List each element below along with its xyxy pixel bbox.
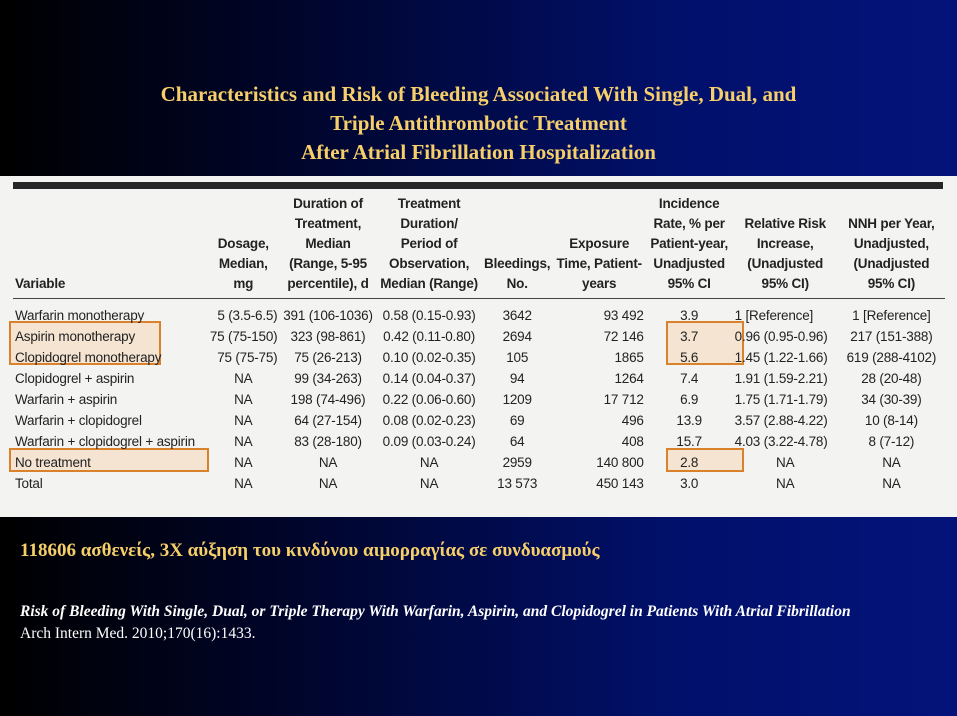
cell-relative-risk: NA	[776, 476, 795, 491]
cell-incidence: 3.9	[680, 308, 699, 323]
cell-variable: Clopidogrel monotherapy	[15, 350, 162, 365]
header-relative-risk: Relative Risk Increase, (Unadjusted 95% CI)	[733, 194, 838, 299]
citation-title: Risk of Bleeding With Single, Dual, or Triple Therapy With Warfarin, Aspirin, and Clopidogrel in Patients With Atrial Fibrillation	[20, 603, 851, 620]
table-row	[13, 368, 945, 389]
cell-relative-risk: NA	[776, 455, 795, 470]
cell-incidence: 2.8	[680, 455, 699, 470]
cell-period: NA	[419, 476, 439, 491]
slide-title-line-2: Triple Antithrombotic Treatment	[330, 111, 627, 135]
cell-variable: Clopidogrel + aspirin	[15, 371, 135, 386]
cell-dosage: NA	[234, 371, 253, 386]
cell-incidence: 3.7	[680, 329, 699, 344]
cell-bleedings: 1209	[502, 392, 532, 407]
cell-bleedings: 3642	[502, 308, 532, 323]
cell-period: 0.42 (0.11-0.80)	[383, 329, 476, 344]
cell-duration: NA	[318, 476, 338, 491]
cell-bleedings: 105	[506, 350, 529, 365]
cell-relative-risk: 1.45 (1.22-1.66)	[734, 350, 828, 365]
header-dosage: Dosage, Median, mg	[207, 194, 279, 299]
cell-bleedings: 13 573	[497, 476, 538, 491]
cell-variable: Warfarin + aspirin	[15, 392, 118, 407]
cell-duration: NA	[318, 455, 338, 470]
cell-incidence: 15.7	[676, 434, 702, 449]
cell-period: 0.58 (0.15-0.93)	[382, 308, 476, 323]
cell-dosage: NA	[234, 455, 253, 470]
cell-relative-risk: 1 [Reference]	[734, 308, 814, 323]
cell-nnh: NA	[882, 455, 901, 470]
header-exposure: Exposure Time, Patient-years	[553, 194, 646, 299]
cell-dosage: 75 (75-150)	[209, 329, 278, 344]
cell-bleedings: 2694	[502, 329, 532, 344]
cell-exposure: 1264	[614, 371, 644, 386]
slide-title-line-3: After Atrial Fibrillation Hospitalization	[301, 140, 656, 164]
slide-title	[0, 80, 957, 167]
cell-variable: Total	[15, 476, 43, 491]
cell-exposure: 450 143	[596, 476, 644, 491]
cell-period: 0.10 (0.02-0.35)	[382, 350, 476, 365]
table-row	[13, 431, 945, 452]
cell-period: 0.08 (0.02-0.23)	[382, 413, 476, 428]
cell-nnh: 10 (8-14)	[864, 413, 918, 428]
cell-exposure: 496	[621, 413, 644, 428]
header-incidence: Incidence Rate, % per Patient-year, Unadjusted 95% CI	[646, 194, 733, 299]
table-row	[13, 452, 945, 473]
cell-duration: 75 (26-213)	[294, 350, 362, 365]
cell-nnh: 28 (20-48)	[861, 371, 922, 386]
table-row	[13, 347, 945, 368]
cell-exposure: 140 800	[596, 455, 644, 470]
cell-incidence: 6.9	[680, 392, 699, 407]
cell-dosage: 75 (75-75)	[217, 350, 278, 365]
table-top-rule	[13, 182, 943, 189]
citation-journal: Arch Intern Med. 2010;170(16):1433.	[20, 625, 256, 642]
cell-relative-risk: 1.91 (1.59-2.21)	[734, 371, 828, 386]
table-header-row	[13, 194, 945, 299]
cell-nnh: 1 [Reference]	[852, 308, 931, 323]
cell-variable: No treatment	[15, 455, 91, 470]
cell-variable: Aspirin monotherapy	[15, 329, 136, 344]
cell-duration: 64 (27-154)	[294, 413, 362, 428]
header-treatment-period: Treatment Duration/ Period of Observation, Median (Range)	[377, 194, 482, 299]
table-row	[13, 473, 945, 494]
table-row	[13, 410, 945, 431]
cell-exposure: 93 492	[603, 308, 644, 323]
header-bleedings: Bleedings, No.	[482, 194, 553, 299]
cell-bleedings: 69	[509, 413, 525, 428]
cell-relative-risk: 0.96 (0.95-0.96)	[734, 329, 828, 344]
bleeding-risk-table	[13, 194, 945, 494]
header-nnh: NNH per Year, Unadjusted, (Unadjusted 95% CI)	[838, 194, 945, 299]
cell-variable: Warfarin + clopidogrel + aspirin	[15, 434, 195, 449]
table-row	[13, 389, 945, 410]
cell-relative-risk: 4.03 (3.22-4.78)	[734, 434, 828, 449]
cell-duration: 83 (28-180)	[294, 434, 362, 449]
cell-incidence: 13.9	[676, 413, 702, 428]
cell-dosage: NA	[234, 476, 253, 491]
cell-period: NA	[419, 455, 439, 470]
cell-duration: 323 (98-861)	[290, 329, 366, 344]
cell-relative-risk: 3.57 (2.88-4.22)	[734, 413, 828, 428]
cell-variable: Warfarin monotherapy	[15, 308, 145, 323]
cell-incidence: 3.0	[680, 476, 699, 491]
cell-dosage: NA	[234, 392, 253, 407]
cell-bleedings: 2959	[502, 455, 532, 470]
cell-exposure: 408	[621, 434, 644, 449]
cell-bleedings: 94	[509, 371, 525, 386]
cell-bleedings: 64	[509, 434, 525, 449]
cell-period: 0.09 (0.03-0.24)	[382, 434, 476, 449]
table-panel	[0, 176, 957, 517]
cell-duration: 391 (106-1036)	[283, 308, 373, 323]
cell-nnh: 217 (151-388)	[850, 329, 933, 344]
cell-dosage: 5 (3.5-6.5)	[217, 308, 278, 323]
cell-nnh: NA	[882, 476, 901, 491]
citation-block	[20, 601, 920, 645]
header-duration: Duration of Treatment, Median (Range, 5-95 percentile), d	[279, 194, 376, 299]
cell-nnh: 8 (7-12)	[868, 434, 915, 449]
cell-dosage: NA	[234, 434, 253, 449]
cell-incidence: 7.4	[680, 371, 699, 386]
cell-exposure: 72 146	[603, 329, 644, 344]
cell-duration: 99 (34-263)	[294, 371, 362, 386]
cell-duration: 198 (74-496)	[290, 392, 366, 407]
cell-period: 0.22 (0.06-0.60)	[382, 392, 476, 407]
cell-dosage: NA	[234, 413, 253, 428]
cell-relative-risk: 1.75 (1.71-1.79)	[734, 392, 828, 407]
greek-summary-text: 118606 ασθενείς, 3X αύξηση του κινδύνου αιμορραγίας σε συνδυασμούς	[20, 540, 600, 561]
header-variable: Variable	[13, 194, 207, 299]
table-row	[13, 326, 945, 347]
cell-exposure: 17 712	[603, 392, 644, 407]
cell-variable: Warfarin + clopidogrel	[15, 413, 142, 428]
cell-period: 0.14 (0.04-0.37)	[382, 371, 476, 386]
cell-exposure: 1865	[614, 350, 644, 365]
slide-title-line-1: Characteristics and Risk of Bleeding Associated With Single, Dual, and	[160, 82, 797, 106]
cell-incidence: 5.6	[680, 350, 699, 365]
table-row	[13, 299, 945, 327]
cell-nnh: 619 (288-4102)	[846, 350, 937, 365]
cell-nnh: 34 (30-39)	[861, 392, 922, 407]
